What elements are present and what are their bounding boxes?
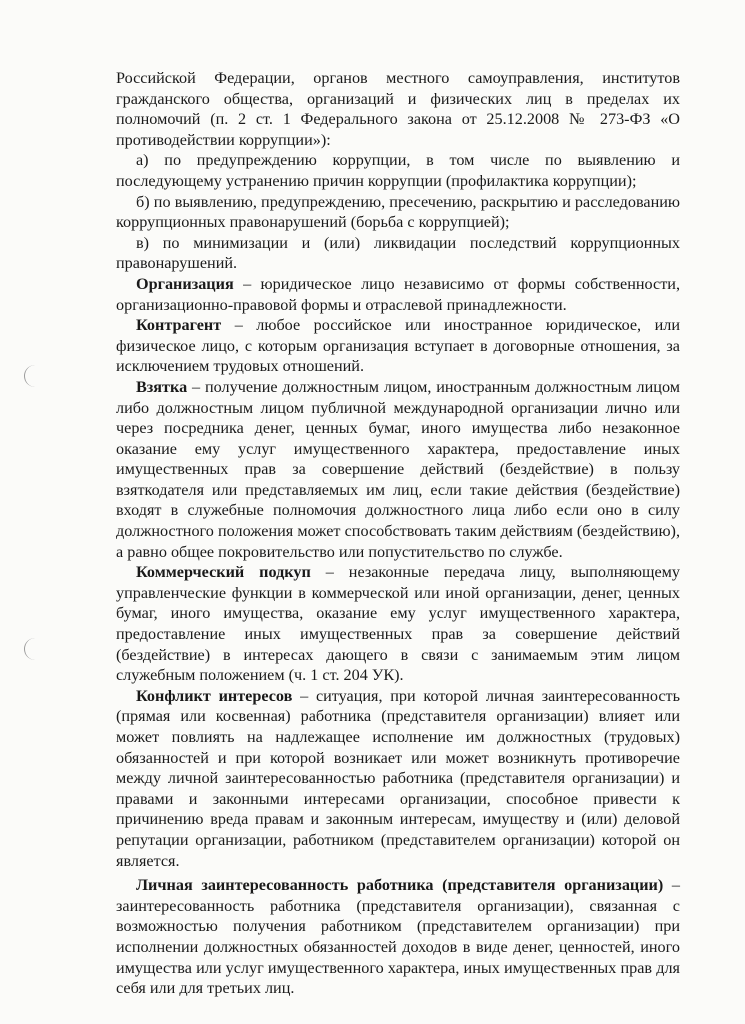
definition-commercial-bribery: [116, 562, 680, 686]
definition-organization: [116, 274, 680, 315]
definition-bribe: [116, 377, 680, 562]
definition-term: Личная заинтересованность работника (представителя организации): [136, 876, 664, 895]
definition-term: Конфликт интересов: [136, 686, 293, 705]
definition-term: Коммерческий подкуп: [136, 563, 311, 582]
definition-term: Контрагент: [136, 316, 222, 335]
definition-term: Организация: [136, 274, 234, 293]
paragraph-item-a: [116, 150, 680, 191]
definition-text: – любое российское или иностранное юридическое, или физическое лицо, с которым организация вступает в договорные отношения, за исключением трудовых отношений.: [116, 316, 680, 376]
definition-text: – ситуация, при которой личная заинтересованность (прямая или косвенная) работника (представителя организации) влияет или может повлиять на надлежащее исполнение им должностных (трудовых) обязанностей и при которой возникает или может возникнуть противоречие между личной заинтересованностью работника (представителя организации) и правами и законными интересами организации, способное привести к причинению вреда правам и законным интересам, имуществу и (или) деловой репутации организации, работником (представителем организации) которой он является.: [116, 686, 680, 870]
paragraph-text: в) по минимизации и (или) ликвидации последствий коррупционных правонарушений.: [116, 233, 680, 273]
definition-text: – заинтересованность работника (представителя организации), связанная с возможностью получения работником (представителем организации) при исполнении должностных обязанностей доходов в виде денег, ценностей, иного имущества или услуг имущественного характера, иных имущественных прав для себя или для третьих лиц.: [116, 876, 680, 998]
definition-text: – юридическое лицо независимо от формы собственности, организационно-правовой формы и отраслевой принадлежности.: [116, 274, 680, 314]
paragraph-text: Российской Федерации, органов местного самоуправления, институтов гражданского общества, организаций и физических лиц в пределах их полномочий (п. 2 ст. 1 Федерального закона от 25.12.2008 № 273-ФЗ «О противодействии коррупции»):: [116, 69, 680, 149]
definition-counterparty: [116, 315, 680, 377]
definition-conflict-of-interest: [116, 686, 680, 871]
definition-term: Взятка: [136, 377, 188, 396]
definition-text: – незаконные передача лицу, выполняющему управленческие функции в коммерческой или иной организации, денег, ценных бумаг, иного имущества, оказание ему услуг имущественного характера, предоставление иных имущественных прав за совершение действий (бездействие) в интересах дающего в связи с занимаемым этим лицом служебным положением (ч. 1 ст. 204 УК).: [116, 563, 680, 685]
punch-hole-mark: [24, 365, 37, 387]
paragraph-item-b: [116, 192, 680, 233]
paragraph-text: б) по выявлению, предупреждению, пресечению, раскрытию и расследованию коррупционных правонарушений (борьба с коррупцией);: [116, 192, 680, 232]
paragraph-intro: [116, 68, 680, 150]
punch-hole-mark: [24, 638, 37, 660]
paragraph-item-c: [116, 233, 680, 274]
definition-text: – получение должностным лицом, иностранным должностным лицом либо должностным лицом публичной международной организации лично или через посредника денег, ценных бумаг, иного имущества либо незаконное оказание ему услуг имущественного характера, предоставление иных имущественных прав за совершение действий (бездействие) в пользу взяткодателя или представляемых им лиц, если такие действия (бездействие) входят в служебные полномочия должностного лица либо если оно в силу должностного положения может способствовать таким действиям (бездействию), а равно общее покровительство или попустительство по службе.: [116, 377, 680, 561]
definition-personal-interest: [116, 875, 680, 999]
document-body: [116, 68, 680, 999]
paragraph-text: а) по предупреждению коррупции, в том числе по выявлению и последующему устранению причин коррупции (профилактика коррупции);: [116, 151, 680, 190]
